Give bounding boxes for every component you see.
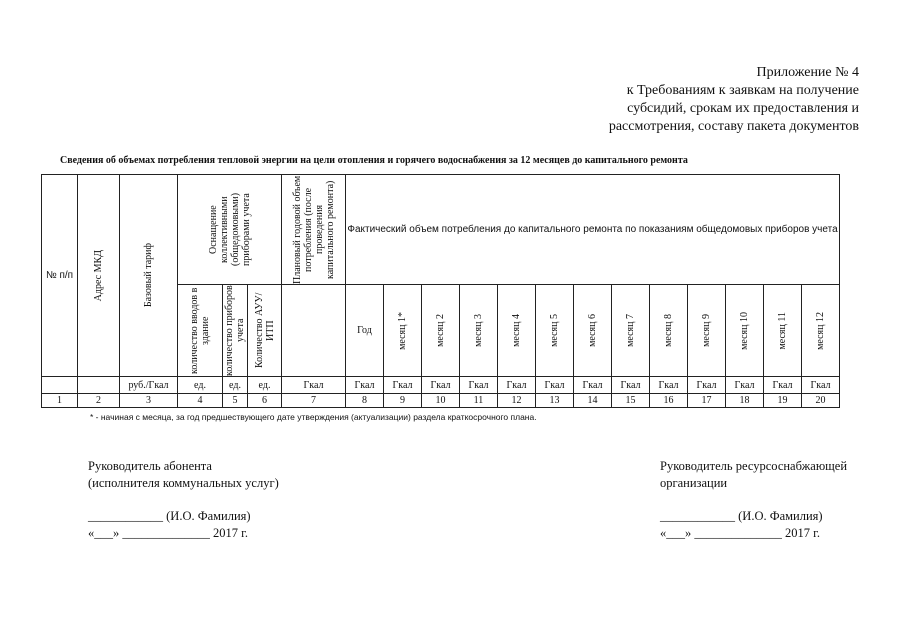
header-month-text: месяц 4 [511,314,522,347]
number-cell-text: 8 [362,395,367,406]
signature-subtitle: (исполнителя коммунальных услуг) [88,476,279,490]
header-auu-text: Количество АУУ/ИТП [253,292,276,369]
unit-cell [573,376,612,394]
header-inputs [177,284,223,377]
unit-cell-text: Гкал [303,379,324,391]
unit-cell [649,376,688,394]
signature-block-right [660,458,847,542]
header-month [763,284,802,377]
unit-cell [459,376,498,394]
header-tariff [119,174,178,377]
unit-cell-text: ед. [229,379,241,391]
number-cell [535,393,574,408]
number-cell [763,393,802,408]
header-month [497,284,536,377]
header-month [801,284,840,377]
header-month-text: месяц 10 [739,311,750,350]
header-month-text: месяц 12 [815,311,826,350]
unit-cell-text: Гкал [810,379,831,391]
unit-cell [247,376,282,394]
unit-cell [421,376,460,394]
number-cell-text: 9 [400,395,405,406]
signature-subtitle: организации [660,476,728,490]
header-tariff-text: Базовый тариф [143,243,154,308]
unit-cell-text: Гкал [468,379,489,391]
number-cell [649,393,688,408]
unit-cell-text: Гкал [734,379,755,391]
header-month-text: месяц 7 [625,314,636,347]
number-cell-text: 10 [435,395,446,406]
header-month-text: месяц 5 [549,314,560,347]
number-cell [222,393,248,408]
header-planned [281,174,346,285]
header-num [41,174,78,377]
document-title: Сведения об объемах потребления тепловой энергии на цели отопления и горячего водоснабжения за 12 месяцев до капитального ремонта [60,155,688,166]
unit-cell-text: ед. [194,379,206,391]
number-cell-text: 15 [625,395,636,406]
header-month [649,284,688,377]
unit-cell [119,376,178,394]
footnote: * - начиная с месяца, за год предшествующего дате утверждения (актуализации) раздела краткосрочного плана. [90,412,537,422]
header-year [345,284,384,377]
signature-block-left [88,458,279,542]
header-equipment [177,174,282,285]
unit-cell-text: Гкал [544,379,565,391]
appendix-line: субсидий, срокам их предоставления и [627,101,859,116]
number-cell-text: 17 [701,395,712,406]
number-cell [177,393,223,408]
number-cell [725,393,764,408]
number-cell-text: 19 [777,395,788,406]
number-cell [41,393,78,408]
number-cell-text: 13 [549,395,560,406]
number-cell [459,393,498,408]
unit-cell-text: Гкал [620,379,641,391]
signature-name-line: ____________ (И.О. Фамилия) [660,509,823,523]
number-cell [687,393,726,408]
header-month-text: месяц 9 [701,314,712,347]
number-cell [119,393,178,408]
unit-cell-text: Гкал [392,379,413,391]
signature-title: Руководитель абонента [88,459,212,473]
unit-cell-text: ед. [258,379,271,391]
header-planned-text: Плановый годовой объем потребления (после проведения капитального ремонта) [291,175,336,284]
unit-cell-text: Гкал [696,379,717,391]
header-planned-blank [281,284,346,377]
number-cell-text: 18 [739,395,750,406]
signature-name-line: ____________ (И.О. Фамилия) [88,509,251,523]
number-cell [247,393,282,408]
unit-cell [345,376,384,394]
header-month-text: месяц 1* [397,311,408,350]
unit-cell [222,376,248,394]
number-cell-text: 14 [587,395,598,406]
signature-date-line: «___» ______________ 2017 г. [660,526,820,540]
appendix-heading [559,64,859,136]
unit-cell [611,376,650,394]
number-cell [421,393,460,408]
header-month [611,284,650,377]
unit-cell [77,376,120,394]
unit-cell [281,376,346,394]
number-cell [573,393,612,408]
header-auu [247,284,282,377]
header-month-text: месяц 11 [777,311,788,350]
unit-cell-text: Гкал [582,379,603,391]
number-cell-text: 3 [146,395,151,406]
header-actual-text: Фактический объем потребления до капитального ремонта по показаниям общедомовых приборов учета [347,223,838,235]
header-address-text: Адрес МКД [93,249,104,302]
signature-date-line: «___» ______________ 2017 г. [88,526,248,540]
header-month [421,284,460,377]
header-month-text: месяц 3 [473,314,484,347]
appendix-line: к Требованиям к заявкам на получение [626,83,859,98]
header-actual [345,174,840,285]
number-cell [77,393,120,408]
number-cell-text: 1 [57,395,62,406]
number-cell-text: 2 [96,395,101,406]
unit-cell [497,376,536,394]
header-address [77,174,120,377]
number-cell [801,393,840,408]
header-month [383,284,422,377]
header-month-text: месяц 6 [587,314,598,347]
header-month-text: месяц 8 [663,314,674,347]
header-month-text: месяц 2 [435,314,446,347]
header-meters-text: количество приборов учета [224,285,246,376]
appendix-line: Приложение № 4 [756,65,859,80]
unit-cell [383,376,422,394]
header-inputs-text: количество вводов в здание [189,287,211,374]
header-month [573,284,612,377]
appendix-line: рассмотрения, составу пакета документов [608,119,859,134]
header-month [535,284,574,377]
unit-cell-text: Гкал [430,379,451,391]
header-equipment-text: Оснащение коллективными (общедомовыми) приборами учета [207,192,252,267]
unit-cell-text: Гкал [658,379,679,391]
unit-cell-text: Гкал [354,379,375,391]
number-cell-text: 5 [232,395,238,406]
number-cell [281,393,346,408]
number-cell [611,393,650,408]
number-cell-text: 7 [311,395,316,406]
header-month [459,284,498,377]
unit-cell [41,376,78,394]
number-cell-text: 16 [663,395,674,406]
header-num-text: № п/п [45,269,74,281]
header-year-text: Год [357,325,372,336]
unit-cell [177,376,223,394]
number-cell-text: 12 [511,395,522,406]
unit-cell-text: Гкал [772,379,793,391]
number-cell [497,393,536,408]
number-cell [383,393,422,408]
header-month [725,284,764,377]
unit-cell [725,376,764,394]
number-cell [345,393,384,408]
unit-cell [801,376,840,394]
unit-cell-text: Гкал [506,379,527,391]
unit-cell [687,376,726,394]
number-cell-text: 6 [262,395,267,406]
number-cell-text: 11 [473,395,484,406]
unit-cell [535,376,574,394]
header-meters [222,284,248,377]
number-cell-text: 20 [815,395,826,406]
header-month [687,284,726,377]
unit-cell [763,376,802,394]
signature-title: Руководитель ресурсоснабжающей [660,459,848,473]
number-cell-text: 4 [197,395,203,406]
unit-cell-text: руб./Гкал [128,379,169,391]
